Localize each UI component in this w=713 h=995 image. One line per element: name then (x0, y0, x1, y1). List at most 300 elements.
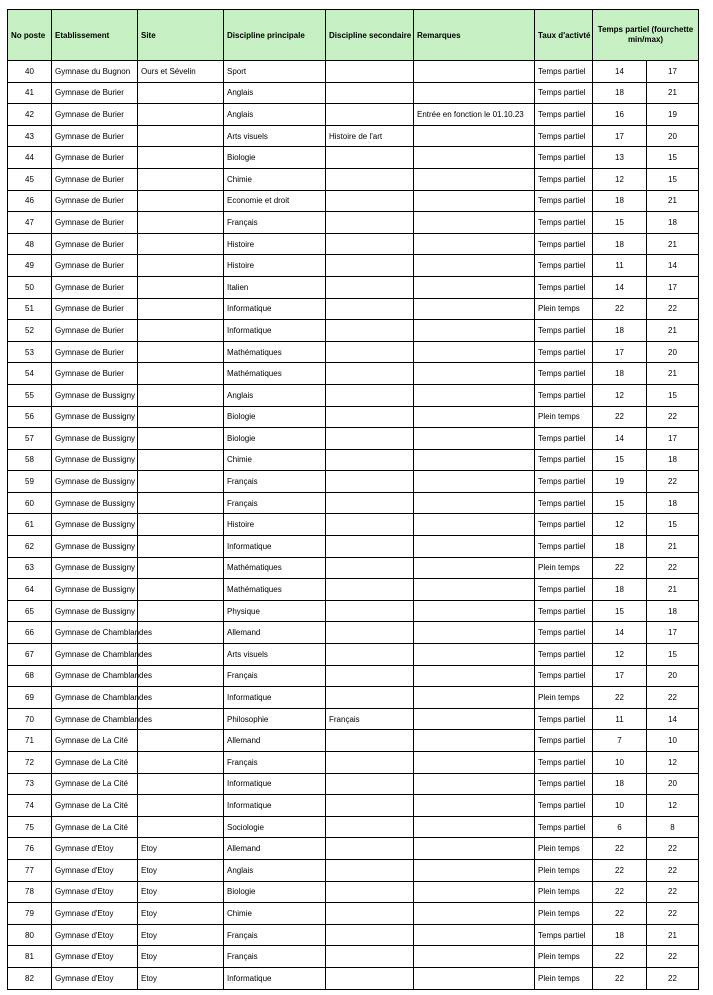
table-row (8, 190, 699, 212)
table-row (8, 708, 699, 730)
cell-etablissement: Gymnase de Bussigny (52, 428, 138, 450)
cell-min: 12 (593, 384, 647, 406)
cell-etablissement: Gymnase de Burier (52, 233, 138, 255)
cell-discipline-secondaire (326, 773, 414, 795)
cell-no-poste: 81 (8, 946, 52, 968)
cell-max: 22 (647, 471, 699, 493)
cell-remarques (414, 406, 535, 428)
cell-discipline-principale: Informatique (224, 298, 326, 320)
cell-max: 8 (647, 816, 699, 838)
cell-etablissement: Gymnase de Burier (52, 104, 138, 126)
cell-discipline-principale: Français (224, 212, 326, 234)
table-body (8, 61, 699, 990)
cell-discipline-secondaire (326, 514, 414, 536)
cell-min: 15 (593, 212, 647, 234)
cell-max: 22 (647, 903, 699, 925)
cell-taux: Plein temps (535, 838, 593, 860)
cell-etablissement: Gymnase de Bussigny (52, 536, 138, 558)
cell-taux: Plein temps (535, 406, 593, 428)
cell-no-poste: 74 (8, 795, 52, 817)
cell-remarques: Entrée en fonction le 01.10.23 (414, 104, 535, 126)
cell-taux: Plein temps (535, 687, 593, 709)
cell-discipline-secondaire (326, 363, 414, 385)
cell-etablissement: Gymnase de Burier (52, 168, 138, 190)
cell-site (138, 471, 224, 493)
cell-discipline-secondaire (326, 406, 414, 428)
cell-min: 22 (593, 859, 647, 881)
cell-discipline-principale: Arts visuels (224, 125, 326, 147)
cell-discipline-principale: Allemand (224, 622, 326, 644)
cell-taux: Temps partiel (535, 125, 593, 147)
cell-taux: Temps partiel (535, 320, 593, 342)
cell-taux: Temps partiel (535, 795, 593, 817)
cell-discipline-principale: Allemand (224, 730, 326, 752)
cell-etablissement: Gymnase de La Cité (52, 773, 138, 795)
header-taux: Taux d'activté (535, 10, 593, 61)
cell-etablissement: Gymnase d'Etoy (52, 859, 138, 881)
cell-site (138, 730, 224, 752)
header-row (8, 10, 699, 61)
cell-min: 22 (593, 946, 647, 968)
table-row (8, 687, 699, 709)
cell-no-poste: 55 (8, 384, 52, 406)
cell-discipline-principale: Physique (224, 600, 326, 622)
cell-no-poste: 53 (8, 341, 52, 363)
cell-no-poste: 67 (8, 644, 52, 666)
cell-discipline-principale: Français (224, 752, 326, 774)
cell-etablissement: Gymnase d'Etoy (52, 838, 138, 860)
cell-discipline-secondaire (326, 730, 414, 752)
cell-site (138, 536, 224, 558)
table-row (8, 406, 699, 428)
table-row (8, 320, 699, 342)
cell-max: 15 (647, 147, 699, 169)
table-row (8, 168, 699, 190)
cell-discipline-principale: Mathématiques (224, 579, 326, 601)
cell-no-poste: 50 (8, 276, 52, 298)
cell-min: 22 (593, 967, 647, 989)
cell-etablissement: Gymnase de Bussigny (52, 600, 138, 622)
cell-site (138, 125, 224, 147)
cell-discipline-principale: Mathématiques (224, 557, 326, 579)
cell-discipline-principale: Informatique (224, 536, 326, 558)
cell-etablissement: Gymnase de La Cité (52, 816, 138, 838)
cell-remarques (414, 600, 535, 622)
cell-max: 19 (647, 104, 699, 126)
table-row (8, 924, 699, 946)
table-row (8, 536, 699, 558)
cell-etablissement: Gymnase de Burier (52, 320, 138, 342)
cell-discipline-principale: Français (224, 471, 326, 493)
cell-remarques (414, 492, 535, 514)
job-postings-table (7, 9, 699, 990)
table-row (8, 665, 699, 687)
cell-discipline-principale: Anglais (224, 859, 326, 881)
cell-etablissement: Gymnase de Bussigny (52, 449, 138, 471)
table-row (8, 82, 699, 104)
cell-min: 18 (593, 320, 647, 342)
cell-min: 15 (593, 449, 647, 471)
cell-no-poste: 66 (8, 622, 52, 644)
cell-etablissement: Gymnase de Burier (52, 147, 138, 169)
cell-site: Etoy (138, 881, 224, 903)
cell-discipline-principale: Chimie (224, 449, 326, 471)
cell-etablissement: Gymnase de Burier (52, 341, 138, 363)
cell-etablissement: Gymnase de Bussigny (52, 514, 138, 536)
cell-remarques (414, 773, 535, 795)
cell-discipline-principale: Allemand (224, 838, 326, 860)
cell-remarques (414, 579, 535, 601)
cell-no-poste: 61 (8, 514, 52, 536)
cell-taux: Temps partiel (535, 212, 593, 234)
cell-no-poste: 73 (8, 773, 52, 795)
cell-max: 14 (647, 255, 699, 277)
cell-min: 14 (593, 276, 647, 298)
cell-remarques (414, 384, 535, 406)
cell-discipline-secondaire (326, 428, 414, 450)
cell-taux: Temps partiel (535, 276, 593, 298)
cell-discipline-secondaire (326, 816, 414, 838)
cell-remarques (414, 82, 535, 104)
table-row (8, 298, 699, 320)
cell-discipline-secondaire (326, 600, 414, 622)
cell-discipline-secondaire (326, 341, 414, 363)
cell-discipline-secondaire (326, 104, 414, 126)
cell-remarques (414, 276, 535, 298)
cell-max: 21 (647, 190, 699, 212)
cell-max: 20 (647, 665, 699, 687)
cell-remarques (414, 298, 535, 320)
cell-discipline-principale: Informatique (224, 795, 326, 817)
table-row (8, 881, 699, 903)
cell-site (138, 341, 224, 363)
cell-discipline-principale: Chimie (224, 168, 326, 190)
table-row (8, 61, 699, 83)
cell-site (138, 816, 224, 838)
cell-remarques (414, 471, 535, 493)
cell-discipline-secondaire (326, 471, 414, 493)
cell-discipline-principale: Sport (224, 61, 326, 83)
cell-discipline-secondaire (326, 644, 414, 666)
header-etablissement: Etablissement (52, 10, 138, 61)
table-row (8, 233, 699, 255)
cell-taux: Temps partiel (535, 536, 593, 558)
cell-discipline-secondaire (326, 147, 414, 169)
cell-discipline-principale: Français (224, 946, 326, 968)
cell-etablissement: Gymnase d'Etoy (52, 967, 138, 989)
table-row (8, 622, 699, 644)
cell-min: 22 (593, 881, 647, 903)
cell-max: 12 (647, 795, 699, 817)
cell-min: 7 (593, 730, 647, 752)
cell-etablissement: Gymnase de Burier (52, 255, 138, 277)
cell-no-poste: 75 (8, 816, 52, 838)
cell-taux: Plein temps (535, 557, 593, 579)
cell-discipline-secondaire (326, 622, 414, 644)
cell-discipline-secondaire (326, 492, 414, 514)
cell-remarques (414, 687, 535, 709)
table-row (8, 147, 699, 169)
cell-taux: Plein temps (535, 967, 593, 989)
cell-discipline-principale: Français (224, 665, 326, 687)
cell-no-poste: 71 (8, 730, 52, 752)
cell-etablissement: Gymnase de Bussigny (52, 406, 138, 428)
cell-max: 21 (647, 82, 699, 104)
cell-discipline-principale: Informatique (224, 773, 326, 795)
table-row (8, 428, 699, 450)
cell-discipline-principale: Biologie (224, 406, 326, 428)
cell-remarques (414, 341, 535, 363)
cell-discipline-secondaire (326, 384, 414, 406)
cell-taux: Temps partiel (535, 428, 593, 450)
cell-min: 18 (593, 924, 647, 946)
cell-min: 22 (593, 557, 647, 579)
cell-max: 20 (647, 125, 699, 147)
cell-discipline-secondaire: Histoire de l'art (326, 125, 414, 147)
cell-remarques (414, 967, 535, 989)
cell-etablissement: Gymnase d'Etoy (52, 881, 138, 903)
cell-no-poste: 65 (8, 600, 52, 622)
cell-taux: Temps partiel (535, 363, 593, 385)
cell-no-poste: 46 (8, 190, 52, 212)
cell-min: 22 (593, 903, 647, 925)
cell-remarques (414, 363, 535, 385)
cell-taux: Temps partiel (535, 924, 593, 946)
cell-discipline-secondaire (326, 795, 414, 817)
table-row (8, 600, 699, 622)
cell-max: 22 (647, 687, 699, 709)
cell-taux: Temps partiel (535, 622, 593, 644)
cell-discipline-secondaire (326, 298, 414, 320)
cell-discipline-principale: Informatique (224, 967, 326, 989)
cell-taux: Plein temps (535, 881, 593, 903)
cell-remarques (414, 61, 535, 83)
cell-taux: Temps partiel (535, 104, 593, 126)
cell-etablissement: Gymnase de Burier (52, 276, 138, 298)
cell-discipline-secondaire (326, 967, 414, 989)
cell-discipline-principale: Chimie (224, 903, 326, 925)
cell-etablissement: Gymnase de La Cité (52, 795, 138, 817)
cell-min: 18 (593, 579, 647, 601)
table-row (8, 967, 699, 989)
cell-etablissement: Gymnase de Bussigny (52, 492, 138, 514)
table-row (8, 104, 699, 126)
cell-no-poste: 72 (8, 752, 52, 774)
cell-no-poste: 68 (8, 665, 52, 687)
cell-discipline-principale: Anglais (224, 104, 326, 126)
cell-min: 18 (593, 190, 647, 212)
cell-no-poste: 54 (8, 363, 52, 385)
cell-discipline-secondaire (326, 61, 414, 83)
cell-discipline-principale: Biologie (224, 428, 326, 450)
cell-site (138, 82, 224, 104)
cell-remarques (414, 428, 535, 450)
cell-etablissement: Gymnase d'Etoy (52, 903, 138, 925)
cell-max: 20 (647, 773, 699, 795)
cell-min: 14 (593, 61, 647, 83)
cell-taux: Temps partiel (535, 514, 593, 536)
table-row (8, 795, 699, 817)
cell-taux: Temps partiel (535, 773, 593, 795)
cell-discipline-principale: Français (224, 924, 326, 946)
cell-discipline-principale: Mathématiques (224, 363, 326, 385)
cell-discipline-principale: Français (224, 492, 326, 514)
cell-site (138, 773, 224, 795)
cell-discipline-secondaire (326, 903, 414, 925)
cell-min: 11 (593, 708, 647, 730)
cell-max: 14 (647, 708, 699, 730)
cell-taux: Temps partiel (535, 579, 593, 601)
cell-taux: Temps partiel (535, 708, 593, 730)
table-row (8, 946, 699, 968)
cell-max: 10 (647, 730, 699, 752)
cell-site (138, 212, 224, 234)
cell-max: 18 (647, 449, 699, 471)
table-row (8, 859, 699, 881)
cell-site (138, 557, 224, 579)
cell-no-poste: 57 (8, 428, 52, 450)
cell-etablissement: Gymnase de Chamblandes (52, 708, 138, 730)
cell-site (138, 449, 224, 471)
cell-max: 21 (647, 233, 699, 255)
cell-site (138, 600, 224, 622)
cell-discipline-secondaire (326, 579, 414, 601)
cell-min: 22 (593, 298, 647, 320)
cell-remarques (414, 168, 535, 190)
table-row (8, 838, 699, 860)
cell-discipline-principale: Informatique (224, 687, 326, 709)
cell-max: 18 (647, 492, 699, 514)
cell-discipline-principale: Italien (224, 276, 326, 298)
cell-taux: Temps partiel (535, 82, 593, 104)
cell-min: 12 (593, 644, 647, 666)
cell-taux: Temps partiel (535, 384, 593, 406)
cell-taux: Temps partiel (535, 233, 593, 255)
cell-site (138, 320, 224, 342)
cell-site (138, 428, 224, 450)
header-remarques: Remarques (414, 10, 535, 61)
cell-no-poste: 51 (8, 298, 52, 320)
cell-remarques (414, 557, 535, 579)
cell-site (138, 795, 224, 817)
cell-remarques (414, 924, 535, 946)
table-row (8, 579, 699, 601)
cell-max: 22 (647, 298, 699, 320)
cell-discipline-principale: Biologie (224, 147, 326, 169)
cell-max: 18 (647, 600, 699, 622)
cell-taux: Temps partiel (535, 449, 593, 471)
cell-etablissement: Gymnase de Burier (52, 190, 138, 212)
cell-no-poste: 48 (8, 233, 52, 255)
cell-taux: Plein temps (535, 946, 593, 968)
cell-min: 18 (593, 773, 647, 795)
table-row (8, 212, 699, 234)
table-row (8, 276, 699, 298)
cell-etablissement: Gymnase de Chamblandes (52, 687, 138, 709)
cell-discipline-secondaire (326, 212, 414, 234)
cell-discipline-secondaire (326, 320, 414, 342)
cell-max: 22 (647, 967, 699, 989)
cell-remarques (414, 320, 535, 342)
cell-discipline-secondaire (326, 924, 414, 946)
cell-taux: Temps partiel (535, 492, 593, 514)
cell-no-poste: 56 (8, 406, 52, 428)
cell-etablissement: Gymnase de La Cité (52, 752, 138, 774)
cell-site: Etoy (138, 946, 224, 968)
cell-discipline-secondaire (326, 665, 414, 687)
cell-min: 22 (593, 406, 647, 428)
cell-min: 10 (593, 795, 647, 817)
cell-remarques (414, 147, 535, 169)
table-row (8, 384, 699, 406)
cell-max: 17 (647, 428, 699, 450)
cell-max: 21 (647, 320, 699, 342)
cell-remarques (414, 665, 535, 687)
cell-max: 22 (647, 859, 699, 881)
cell-taux: Temps partiel (535, 816, 593, 838)
cell-remarques (414, 816, 535, 838)
cell-site: Ours et Sévelin (138, 61, 224, 83)
cell-min: 12 (593, 168, 647, 190)
table-row (8, 557, 699, 579)
cell-discipline-secondaire (326, 946, 414, 968)
table-row (8, 449, 699, 471)
cell-discipline-secondaire (326, 255, 414, 277)
cell-remarques (414, 881, 535, 903)
cell-remarques (414, 859, 535, 881)
cell-min: 19 (593, 471, 647, 493)
cell-etablissement: Gymnase d'Etoy (52, 946, 138, 968)
cell-site (138, 276, 224, 298)
cell-remarques (414, 536, 535, 558)
cell-etablissement: Gymnase de La Cité (52, 730, 138, 752)
cell-no-poste: 80 (8, 924, 52, 946)
cell-discipline-principale: Anglais (224, 384, 326, 406)
cell-site (138, 168, 224, 190)
cell-taux: Temps partiel (535, 190, 593, 212)
cell-max: 22 (647, 406, 699, 428)
cell-remarques (414, 708, 535, 730)
cell-min: 18 (593, 233, 647, 255)
cell-taux: Plein temps (535, 859, 593, 881)
header-site: Site (138, 10, 224, 61)
cell-discipline-principale: Arts visuels (224, 644, 326, 666)
cell-site (138, 492, 224, 514)
cell-discipline-principale: Informatique (224, 320, 326, 342)
cell-min: 18 (593, 536, 647, 558)
cell-site: Etoy (138, 903, 224, 925)
cell-no-poste: 82 (8, 967, 52, 989)
cell-discipline-secondaire (326, 168, 414, 190)
header-discipline-secondaire: Discipline secondaire (326, 10, 414, 61)
cell-discipline-principale: Histoire (224, 233, 326, 255)
cell-remarques (414, 255, 535, 277)
cell-no-poste: 79 (8, 903, 52, 925)
cell-max: 17 (647, 276, 699, 298)
cell-discipline-secondaire: Français (326, 708, 414, 730)
cell-site: Etoy (138, 967, 224, 989)
cell-remarques (414, 795, 535, 817)
table-row (8, 644, 699, 666)
cell-no-poste: 41 (8, 82, 52, 104)
table-row (8, 730, 699, 752)
cell-site (138, 579, 224, 601)
table-row (8, 903, 699, 925)
cell-remarques (414, 622, 535, 644)
cell-taux: Temps partiel (535, 61, 593, 83)
cell-site (138, 233, 224, 255)
cell-site (138, 514, 224, 536)
